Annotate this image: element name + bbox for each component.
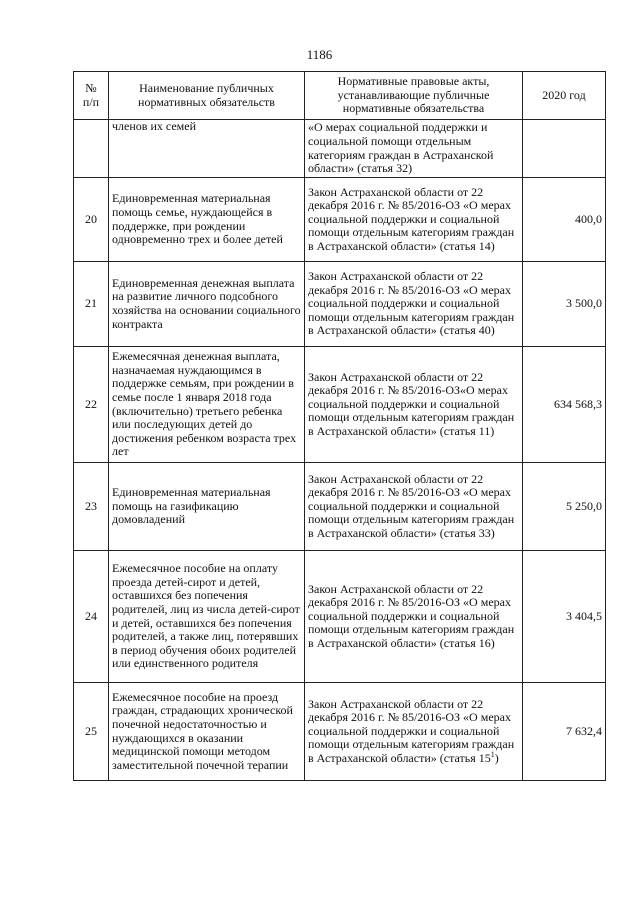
table-row bbox=[74, 463, 606, 551]
obligations-table bbox=[73, 71, 606, 781]
row-number: 25 bbox=[74, 683, 109, 781]
header-year-label: 2020 год bbox=[542, 87, 586, 102]
row-number: 24 bbox=[74, 551, 109, 683]
amount-2020: 400,0 bbox=[523, 178, 606, 262]
obligation-name: членов их семей bbox=[109, 120, 305, 178]
page-number: 1186 bbox=[306, 47, 333, 62]
row-number: 23 bbox=[74, 463, 109, 551]
table-row bbox=[74, 178, 606, 262]
row-number: 21 bbox=[74, 262, 109, 347]
table-row bbox=[74, 347, 606, 463]
table-row bbox=[74, 683, 606, 781]
header-name-label: Наименование публичных нормативных обязательств bbox=[138, 80, 275, 109]
legal-act-text: Закон Астраханской области от 22 декабря 2016 г. № 85/2016-ОЗ «О мерах социальной поддержки и социальной помощи отдельным категориям граждан в Астраханской области» (статья 15 bbox=[308, 696, 515, 765]
amount-2020: 3 404,5 bbox=[523, 551, 606, 683]
amount-2020: 7 632,4 bbox=[523, 683, 606, 781]
header-acts bbox=[305, 72, 523, 120]
superscript-mark: 1 bbox=[490, 749, 495, 759]
row-number bbox=[74, 120, 109, 178]
legal-act: «О мерах социальной поддержки и социальной помощи отдельным категориям граждан в Астраханской области» (статья 32) bbox=[305, 120, 523, 178]
obligation-name: Единовременная материальная помощь семье, нуждающейся в поддержке, при рождении одновременно трех и более детей bbox=[109, 178, 305, 262]
amount-2020 bbox=[523, 120, 606, 178]
header-year bbox=[523, 72, 606, 120]
amount-2020: 634 568,3 bbox=[523, 347, 606, 463]
legal-act-tail: ) bbox=[494, 750, 499, 765]
obligation-name: Ежемесячное пособие на проезд граждан, страдающих хронической почечной недостаточностью и нуждающихся в оказании медицинской помощи методом заместительной почечной терапии bbox=[109, 683, 305, 781]
header-num-label: № п/п bbox=[82, 80, 100, 109]
table-header-row bbox=[74, 72, 606, 120]
legal-act: Закон Астраханской области от 22 декабря 2016 г. № 85/2016-ОЗ «О мерах социальной поддержки и социальной помощи отдельным категориям граждан в Астраханской области» (статья 33) bbox=[305, 463, 523, 551]
row-number: 22 bbox=[74, 347, 109, 463]
table-row bbox=[74, 551, 606, 683]
legal-act bbox=[305, 683, 523, 781]
obligation-name: Единовременная материальная помощь на газификацию домовладений bbox=[109, 463, 305, 551]
obligation-name: Ежемесячное пособие на оплату проезда детей-сирот и детей, оставшихся без попечения родителей, лиц из числа детей-сирот и детей, оставшихся без попечения родителей, а также лиц, потерявших в период обучения обоих родителей или единственного родителя bbox=[109, 551, 305, 683]
legal-act: Закон Астраханской области от 22 декабря 2016 г. № 85/2016-ОЗ «О мерах социальной поддержки и социальной помощи отдельным категориям граждан в Астраханской области» (статья 16) bbox=[305, 551, 523, 683]
amount-2020: 5 250,0 bbox=[523, 463, 606, 551]
table-row bbox=[74, 262, 606, 347]
obligation-name: Ежемесячная денежная выплата, назначаемая нуждающимся в поддержке семьям, при рождении в семье после 1 января 2018 года (включительно) третьего ребенка или последующих детей до достижения ребенком возраста трех лет bbox=[109, 347, 305, 463]
legal-act: Закон Астраханской области от 22 декабря 2016 г. № 85/2016-ОЗ «О мерах социальной поддержки и социальной помощи отдельным категориям граждан в Астраханской области» (статья 40) bbox=[305, 262, 523, 347]
obligation-name: Единовременная денежная выплата на развитие личного подсобного хозяйства на основании социального контракта bbox=[109, 262, 305, 347]
amount-2020: 3 500,0 bbox=[523, 262, 606, 347]
header-name bbox=[109, 72, 305, 120]
row-number: 20 bbox=[74, 178, 109, 262]
header-acts-label: Нормативные правовые акты, устанавливающие публичные нормативные обязательства bbox=[337, 74, 490, 116]
legal-act: Закон Астраханской области от 22 декабря 2016 г. № 85/2016-ОЗ«О мерах социальной поддержки и социальной помощи отдельным категориям граждан в Астраханской области» (статья 11) bbox=[305, 347, 523, 463]
header-num bbox=[74, 72, 109, 120]
legal-act: Закон Астраханской области от 22 декабря 2016 г. № 85/2016-ОЗ «О мерах социальной поддержки и социальной помощи отдельным категориям граждан в Астраханской области» (статья 14) bbox=[305, 178, 523, 262]
table-row bbox=[74, 120, 606, 178]
